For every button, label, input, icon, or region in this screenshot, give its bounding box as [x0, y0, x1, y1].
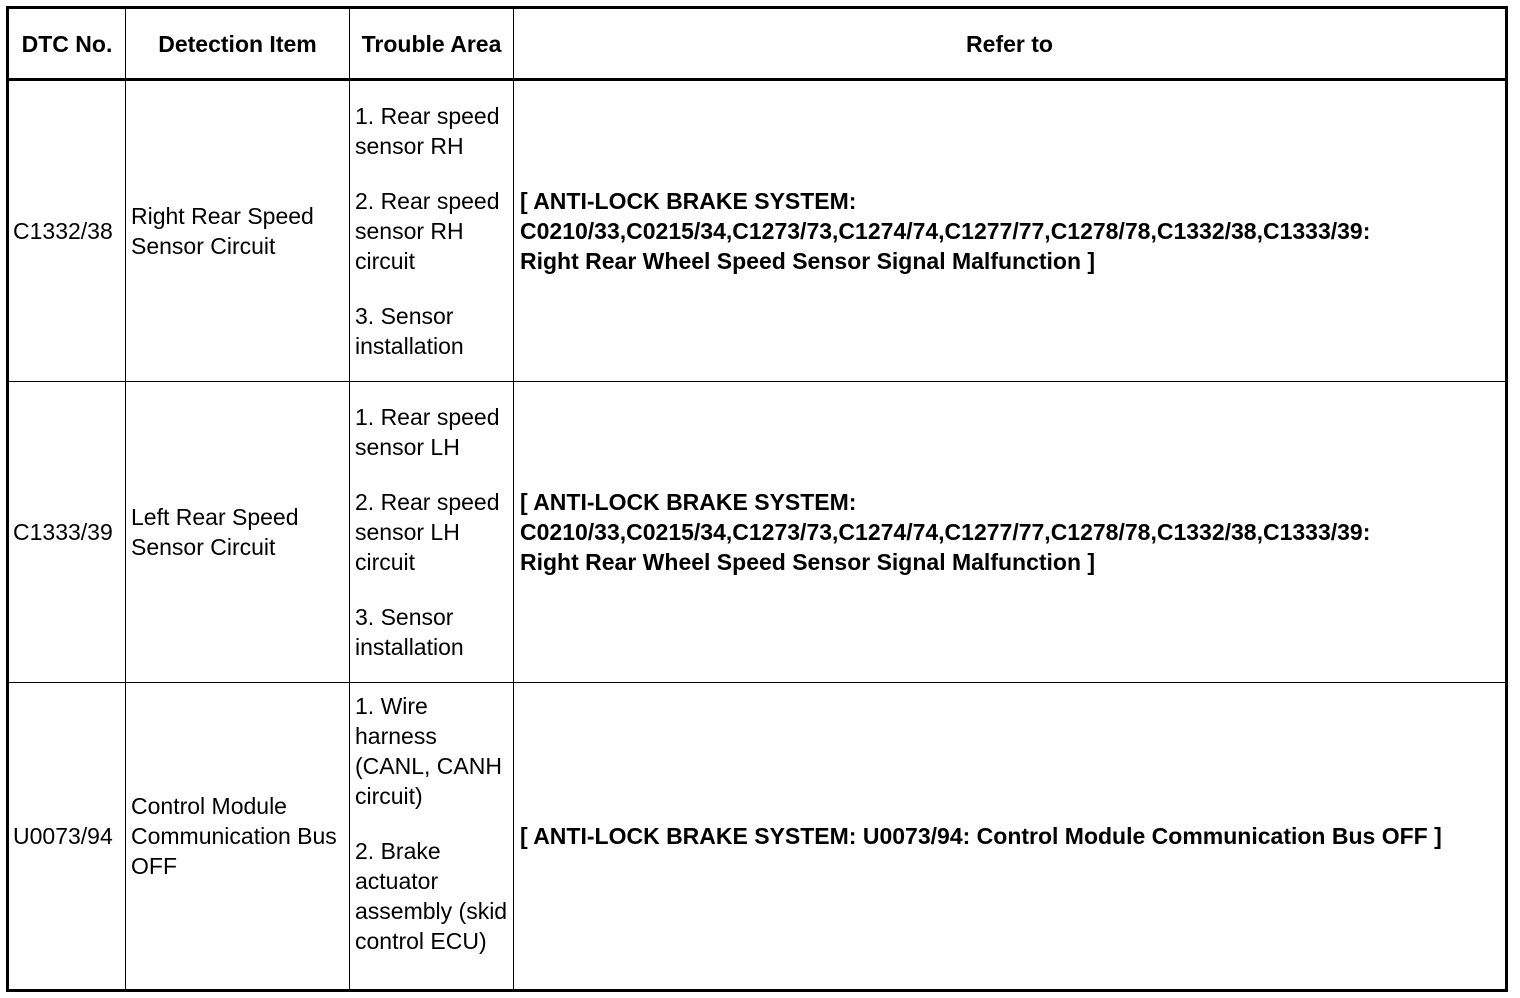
trouble-area — [350, 683, 514, 991]
trouble-area-list — [355, 691, 509, 956]
header-refer-to: Refer to — [514, 8, 1507, 80]
dtc-table — [6, 6, 1508, 992]
header-detection-item: Detection Item — [126, 8, 350, 80]
header-dtc-no: DTC No. — [8, 8, 126, 80]
refer-to-line: [ ANTI-LOCK BRAKE SYSTEM: — [520, 488, 857, 515]
refer-to-line: C0210/33,C0215/34,C1273/73,C1274/74,C1277/77,C1278/78,C1332/38,C1333/39: — [520, 518, 1371, 545]
detection-item: Right Rear Speed Sensor Circuit — [126, 80, 350, 382]
refer-to-line: Right Rear Wheel Speed Sensor Signal Malfunction ] — [520, 548, 1096, 575]
refer-to-link[interactable] — [514, 80, 1507, 382]
dtc-code: C1332/38 — [8, 80, 126, 382]
dtc-code: C1333/39 — [8, 381, 126, 683]
header-row — [8, 8, 1507, 80]
trouble-area-item: 1. Rear speed sensor LH — [355, 403, 500, 460]
detection-item: Control Module Communication Bus OFF — [126, 683, 350, 991]
trouble-area — [350, 381, 514, 683]
table-row — [8, 80, 1507, 382]
refer-to-line: C0210/33,C0215/34,C1273/73,C1274/74,C1277/77,C1278/78,C1332/38,C1333/39: — [520, 217, 1371, 244]
trouble-area-list — [355, 101, 509, 361]
trouble-area-item: 3. Sensor installation — [355, 302, 464, 359]
trouble-area-list — [355, 402, 509, 662]
table-row — [8, 381, 1507, 683]
trouble-area — [350, 80, 514, 382]
table-body — [8, 80, 1507, 991]
dtc-code: U0073/94 — [8, 683, 126, 991]
trouble-area-item: 1. Wire harness (CANL, CANH circuit) — [355, 693, 502, 810]
trouble-area-item: 3. Sensor installation — [355, 603, 464, 660]
table-header — [8, 8, 1507, 80]
detection-item: Left Rear Speed Sensor Circuit — [126, 381, 350, 683]
trouble-area-item: 2. Rear speed sensor LH circuit — [355, 488, 500, 575]
refer-to-link[interactable] — [514, 683, 1507, 991]
trouble-area-item: 1. Rear speed sensor RH — [355, 102, 500, 159]
refer-to-line: [ ANTI-LOCK BRAKE SYSTEM: U0073/94: Control Module Communication Bus OFF ] — [520, 823, 1442, 850]
refer-to-link[interactable] — [514, 381, 1507, 683]
refer-to-line: Right Rear Wheel Speed Sensor Signal Malfunction ] — [520, 247, 1096, 274]
header-trouble-area: Trouble Area — [350, 8, 514, 80]
table-row — [8, 683, 1507, 991]
refer-to-line: [ ANTI-LOCK BRAKE SYSTEM: — [520, 187, 857, 214]
trouble-area-item: 2. Rear speed sensor RH circuit — [355, 187, 500, 274]
trouble-area-item: 2. Brake actuator assembly (skid control ECU) — [355, 838, 508, 955]
